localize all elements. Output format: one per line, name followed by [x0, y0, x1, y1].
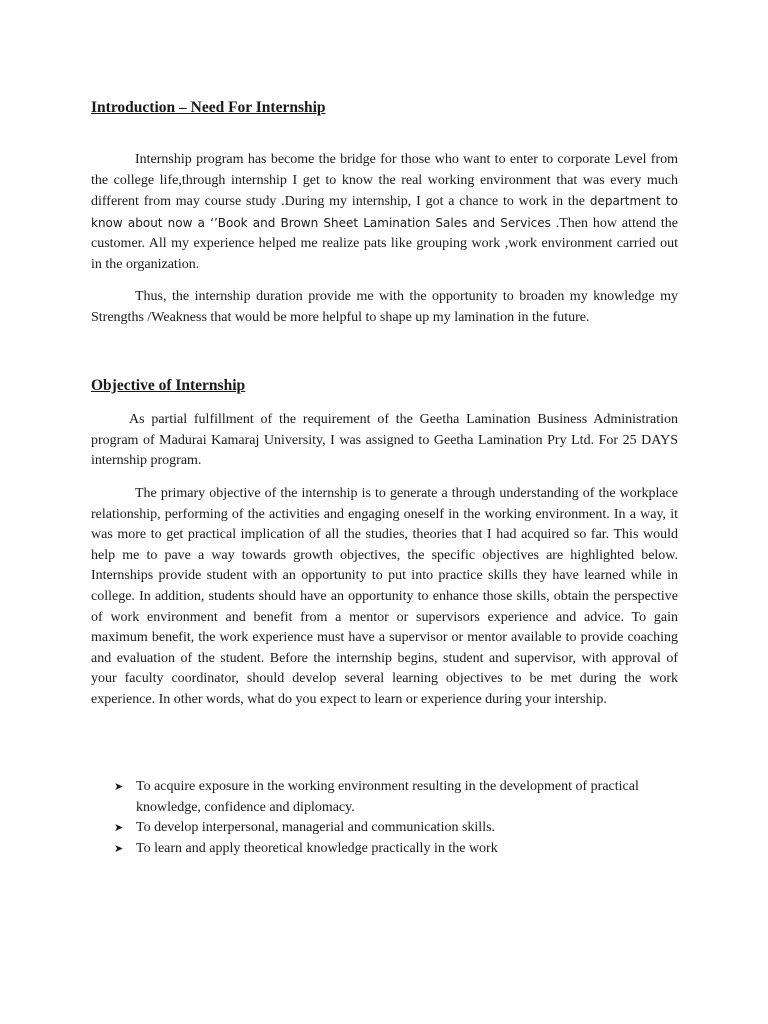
paragraph-text: .Then how attend the customer. All my experience helped me realize pats like grouping work ,work environment carried out in the organization.	[91, 215, 679, 272]
section-heading-objective: Objective of Internship	[91, 377, 246, 394]
paragraph-text: Internship program has become the bridge for those who want to enter to corporate Level from the college life,through internship I get to know the real working environment that was every much different from may course study .During my internship, I got a chance to work in the	[91, 152, 678, 210]
list-item-text: To learn and apply theoretical knowledge practically in the work	[136, 840, 498, 856]
arrow-bullet-icon: ➤	[114, 780, 124, 793]
paragraph-text-alt-font: department to know about now a ‘’Book and Brown Sheet Lamination Sales and Services	[91, 194, 678, 230]
list-item	[114, 818, 678, 839]
list-item-text: To acquire exposure in the working environment resulting in the development of practical knowledge, confidence and diplomacy.	[136, 779, 639, 815]
paragraph-partial-fulfillment: As partial fulfillment of the requirement of the Geetha Lamination Business Administration program of Madurai Kamaraj University, I was assigned to Geetha Lamination Pry Ltd. For 25 DAYS internship program.	[91, 412, 678, 469]
arrow-bullet-icon: ➤	[114, 841, 124, 855]
section-heading-introduction: Introduction – Need For Internship	[91, 99, 326, 116]
arrow-bullet-icon: ➤	[114, 821, 124, 835]
paragraph-internship-duration: Thus, the internship duration provide me with the opportunity to broaden my knowledge my Strengths /Weakness that would be more helpful to shape up my lamination in the future.	[91, 289, 678, 325]
list-item	[114, 777, 678, 818]
list-item-text: To develop interpersonal, managerial and communication skills.	[136, 820, 496, 836]
paragraph-introduction	[91, 150, 678, 276]
paragraph-primary-objective: The primary objective of the internship is to generate a through understanding of the workplace relationship, performing of the activities and engaging oneself in the working environment. In a way, it was more to get practical implication of all the studies, theories that I had acquired so far. This would help me to pave a way towards growth objectives, the specific objectives are highlighted below. Internships provide student with an opportunity to put into practice skills they have learned while in college. In addition, students should have an opportunity to enhance those skills, obtain the perspective of work environment and benefit from a mentor or supervisors experience and advice. To gain maximum benefit, the work experience must have a supervisor or mentor available to provide coaching and evaluation of the student. Before the internship begins, student and supervisor, with approval of your faculty coordinator, should develop several learning objectives to be met during the work experience. In other words, what do you expect to learn or experience during your intership.	[91, 486, 678, 707]
objectives-list	[114, 777, 678, 859]
list-item	[114, 839, 678, 860]
